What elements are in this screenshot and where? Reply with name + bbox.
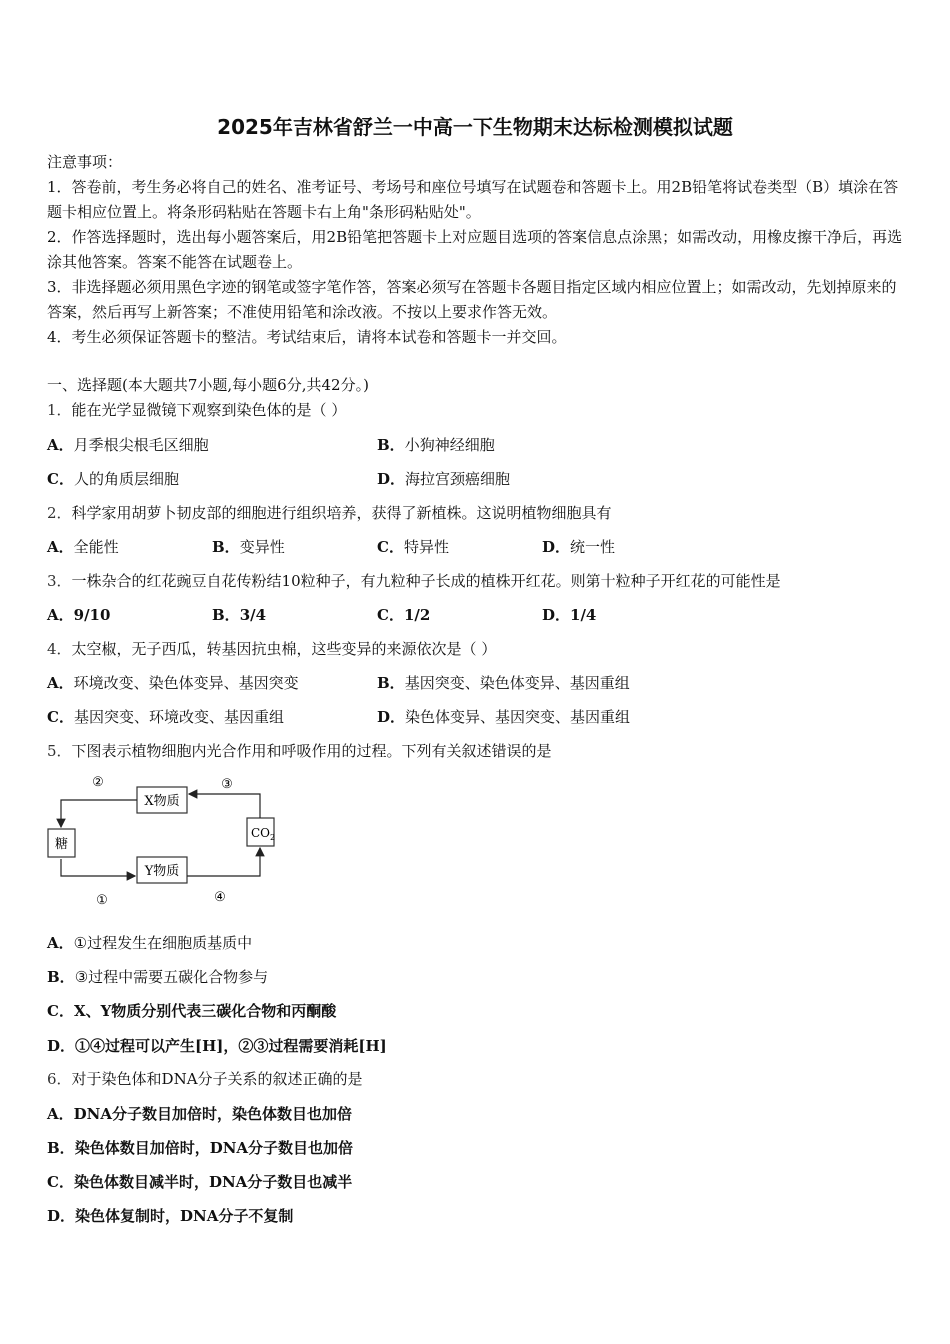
notice-item: 1．答卷前，考生务必将自己的姓名、准考证号、考场号和座位号填写在试题卷和答题卡上。用2B铅笔将试卷类型（B）填涂在答题卡相应位置上。将条形码粘贴在答题卡右上角"条形码粘贴处"。	[47, 178, 899, 221]
question-number: 5．	[47, 742, 72, 760]
page-title: 2025年吉林省舒兰一中高一下生物期末达标检测模拟试题	[217, 115, 733, 139]
option-b[interactable]: B．小狗神经细胞	[377, 436, 495, 454]
option-d[interactable]: D．染色体复制时，DNA分子不复制	[47, 1207, 294, 1225]
question-number: 4．	[47, 640, 72, 658]
question-text: 一株杂合的红花豌豆自花传粉结10粒种子，有九粒种子长成的植株开红花。则第十粒种子开红花的可能性是	[71, 572, 781, 590]
option-a[interactable]: A．全能性	[47, 538, 119, 556]
option-a[interactable]: A．DNA分子数目加倍时，染色体数目也加倍	[47, 1105, 352, 1123]
option-d[interactable]: D．1/4	[542, 606, 597, 624]
x-substance-label: X物质	[144, 794, 180, 809]
question-text: 对于染色体和DNA分子关系的叙述正确的是	[71, 1070, 363, 1088]
notice-heading: 注意事项：	[47, 153, 123, 171]
option-a[interactable]: A．环境改变、染色体变异、基因突变	[47, 674, 299, 692]
option-c[interactable]: C．1/2	[377, 606, 431, 624]
question-number: 3．	[47, 572, 72, 590]
option-b[interactable]: B．变异性	[212, 538, 285, 556]
question-text: 能在光学显微镜下观察到染色体的是（ ）	[71, 401, 347, 419]
sugar-label: 糖	[54, 837, 69, 852]
step-2-label: ②	[92, 775, 104, 790]
arrow-2	[61, 800, 137, 827]
question-6-stem	[47, 1067, 363, 1092]
step-1-label: ①	[96, 893, 108, 908]
question-number: 6．	[47, 1070, 72, 1088]
notice-item: 3．非选择题必须用黑色字迹的钢笔或签字笔作答，答案必须写在答题卡各题目指定区域内相应位置上；如需改动，先划掉原来的答案，然后再写上新答案；不准使用铅笔和涂改液。不按以上要求作答无效。	[47, 278, 897, 321]
notice-item: 2．作答选择题时，选出每小题答案后，用2B铅笔把答题卡上对应题目选项的答案信息点涂黑；如需改动，用橡皮擦干净后，再选涂其他答案。答案不能答在试题卷上。	[47, 228, 903, 271]
notice-item: 4．考生必须保证答题卡的整洁。考试结束后，请将本试卷和答题卡一并交回。	[47, 328, 567, 346]
option-b[interactable]: B．基因突变、染色体变异、基因重组	[377, 674, 630, 692]
option-c[interactable]: C．人的角质层细胞	[47, 470, 179, 488]
photosynthesis-respiration-diagram	[40, 768, 290, 913]
question-5-stem	[47, 739, 552, 764]
question-4-stem	[47, 637, 496, 662]
question-number: 1．	[47, 401, 72, 419]
option-c[interactable]: C．特异性	[377, 538, 449, 556]
option-d[interactable]: D．染色体变异、基因突变、基因重组	[377, 708, 631, 726]
step-3-label: ③	[221, 777, 233, 792]
option-d[interactable]: D．①④过程可以产生[H]，②③过程需要消耗[H]	[47, 1037, 387, 1055]
step-4-label: ④	[214, 890, 226, 905]
option-c[interactable]: C．基因突变、环境改变、基因重组	[47, 708, 284, 726]
question-number: 2．	[47, 504, 72, 522]
question-text: 下图表示植物细胞内光合作用和呼吸作用的过程。下列有关叙述错误的是	[71, 742, 552, 760]
question-text: 科学家用胡萝卜韧皮部的细胞进行组织培养，获得了新植株。这说明植物细胞具有	[71, 504, 612, 522]
option-d[interactable]: D．统一性	[542, 538, 616, 556]
question-1-stem	[47, 398, 346, 423]
arrow-1	[61, 859, 135, 876]
option-b[interactable]: B．染色体数目加倍时，DNA分子数目也加倍	[47, 1139, 354, 1157]
option-a[interactable]: A．①过程发生在细胞质基质中	[47, 934, 253, 952]
arrow-3	[189, 794, 260, 818]
option-c[interactable]: C．X、Y物质分别代表三碳化合物和丙酮酸	[47, 1002, 337, 1020]
option-b[interactable]: B．③过程中需要五碳化合物参与	[47, 968, 269, 986]
co2-label: $CO_2$	[251, 826, 276, 842]
option-a[interactable]: A．月季根尖根毛区细胞	[47, 436, 209, 454]
question-text: 太空椒，无子西瓜，转基因抗虫棉，这些变异的来源依次是（ ）	[71, 640, 497, 658]
option-a[interactable]: A．9/10	[47, 606, 111, 624]
option-b[interactable]: B．3/4	[212, 606, 267, 624]
option-c[interactable]: C．染色体数目减半时，DNA分子数目也减半	[47, 1173, 353, 1191]
arrow-4	[187, 848, 260, 876]
question-3-stem	[47, 569, 781, 594]
notice-block	[47, 150, 907, 350]
y-substance-label: Y物质	[144, 864, 180, 879]
section-heading: 一、选择题(本大题共7小题,每小题6分,共42分。)	[47, 376, 369, 394]
option-d[interactable]: D．海拉宫颈癌细胞	[377, 470, 511, 488]
question-2-stem	[47, 501, 612, 526]
